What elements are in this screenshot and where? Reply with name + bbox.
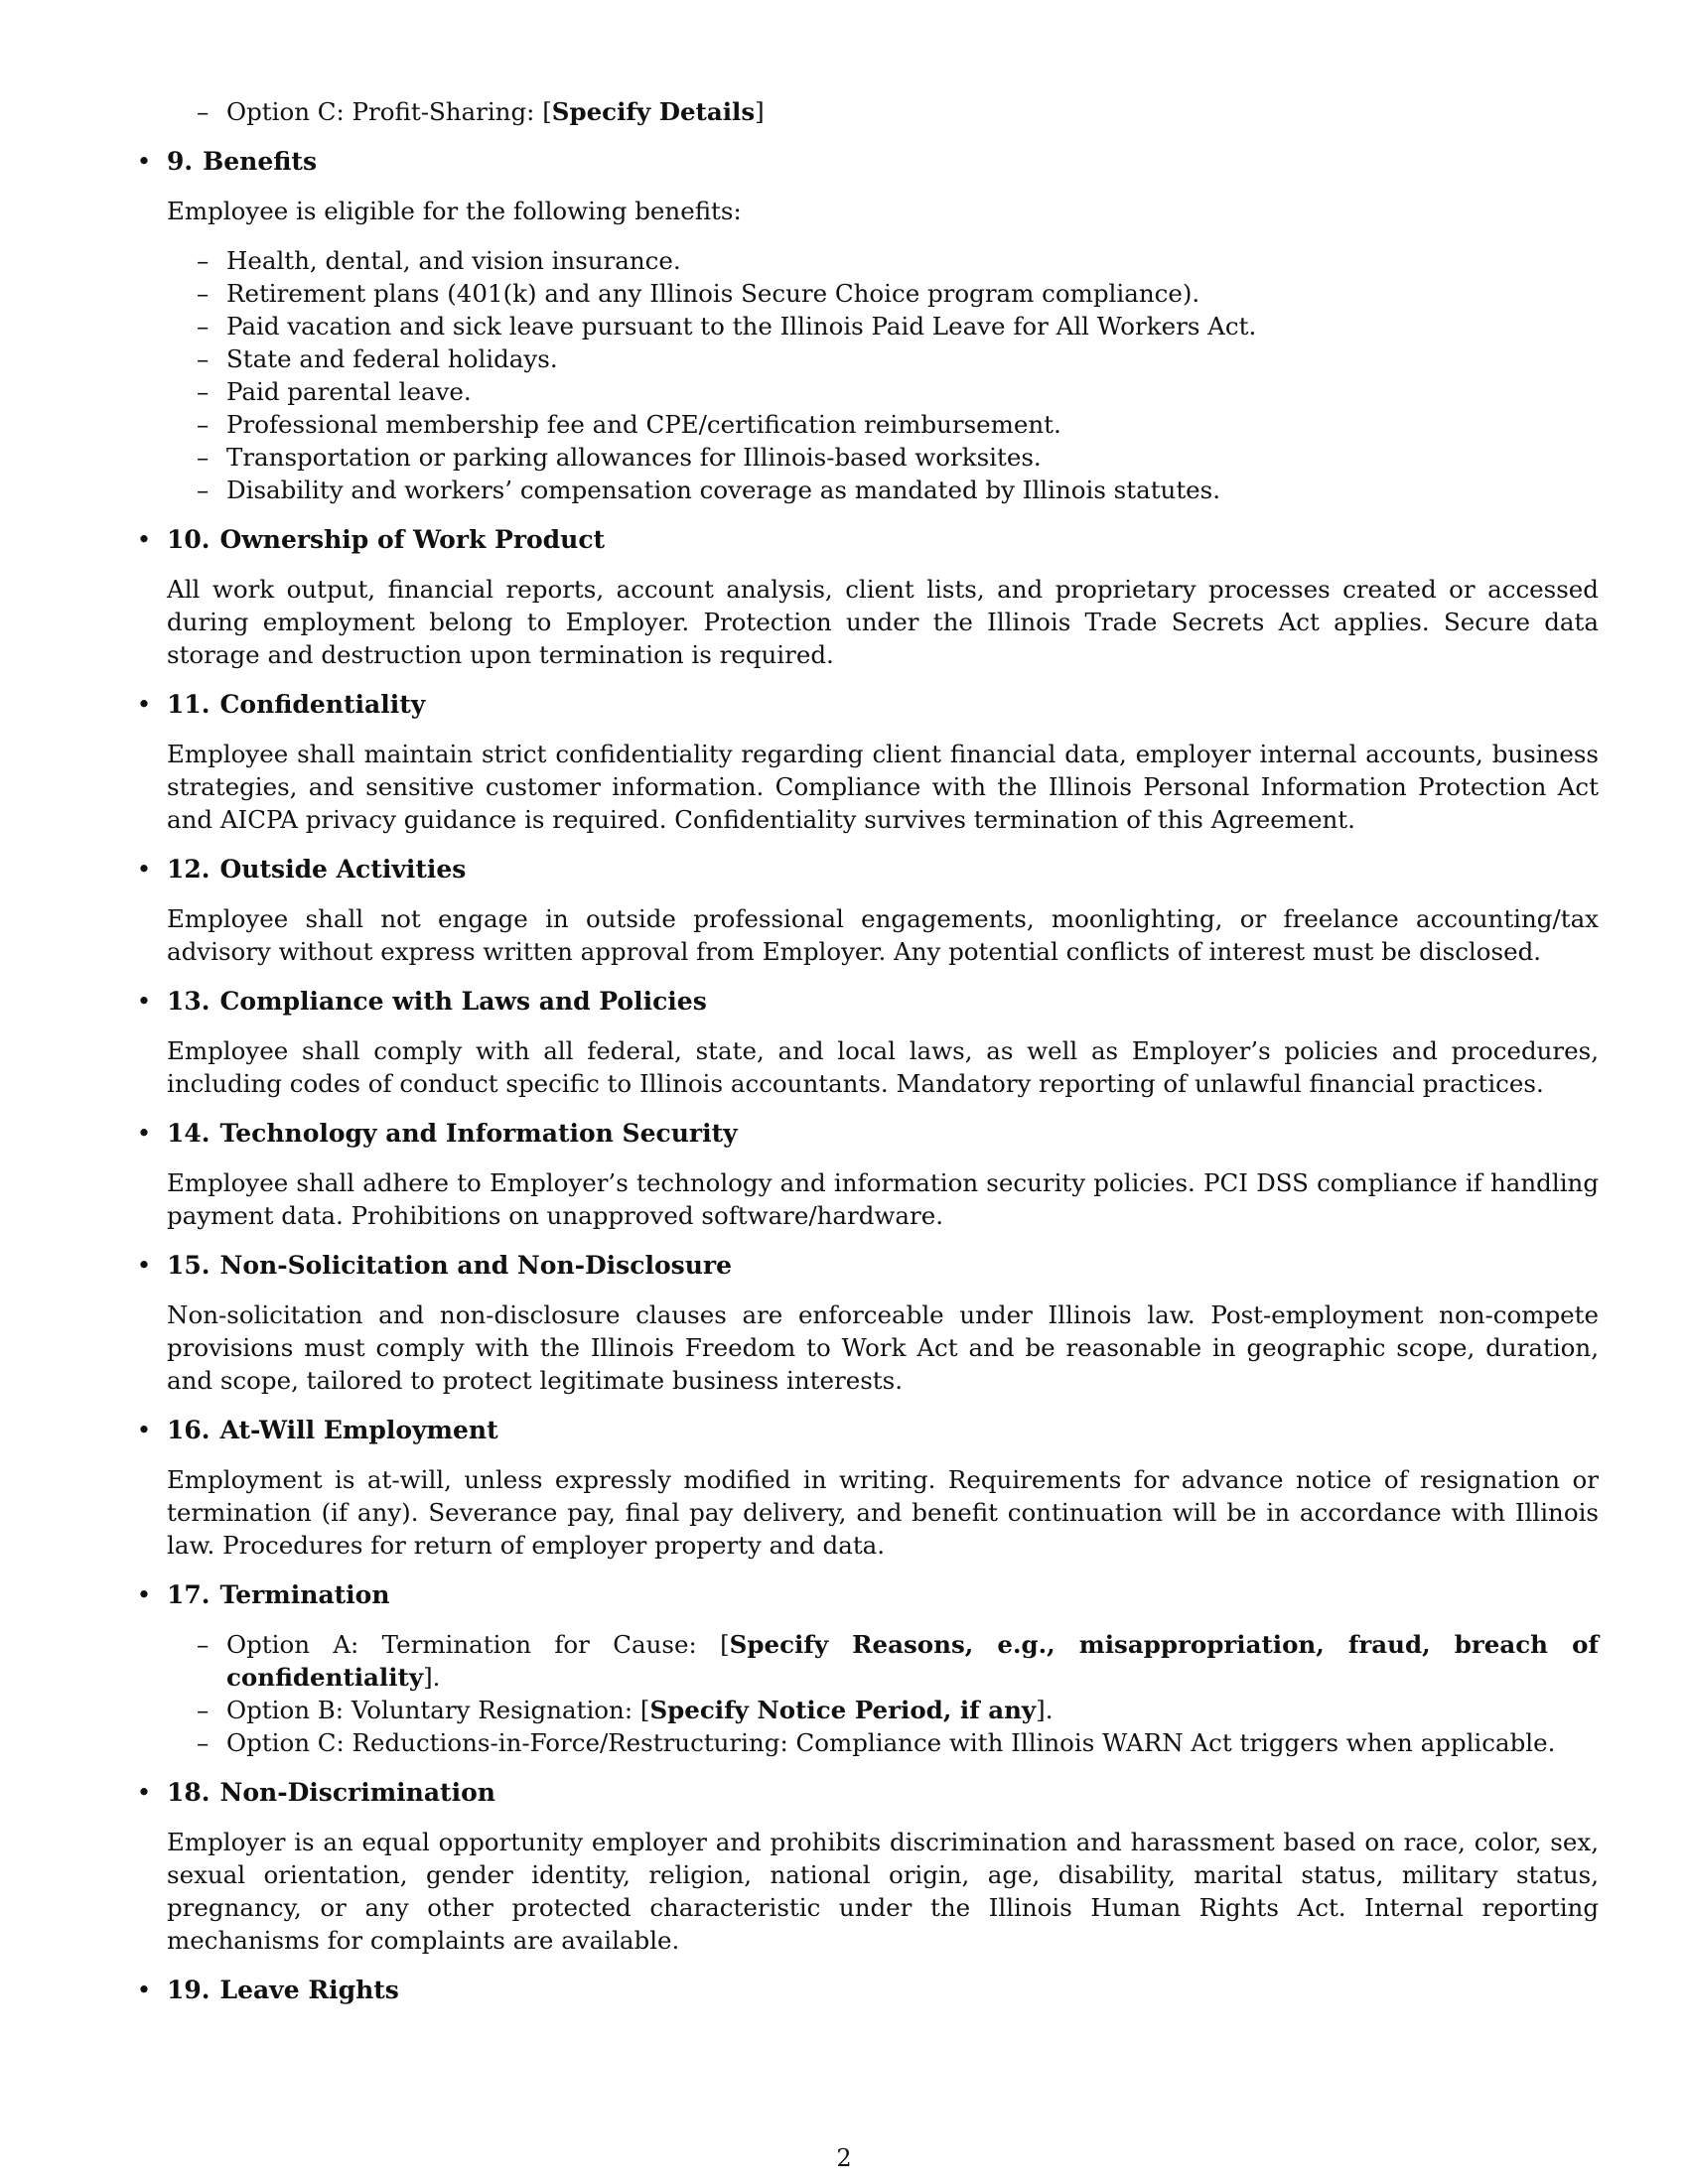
- placeholder-field: Specify Reasons, e.g., misappropriation, fraud, breach of confidentiality: [226, 1630, 1599, 1692]
- section-termination: [134, 1578, 1599, 1759]
- section-heading: • 18. Non-Discrimination: [134, 1776, 1599, 1809]
- section-text: Employee shall comply with all federal, state, and local laws, as well as Employer’s policies and procedures, including codes of conduct specific to Illinois accountants. Mandatory reporting of unlawful financial practices.: [167, 1036, 1599, 1098]
- list-item: – Transportation or parking allowances for Illinois-based worksites.: [197, 443, 1042, 472]
- bullet-marker: •: [136, 1416, 152, 1444]
- dash-marker: –: [197, 312, 210, 341]
- section-text: Non-solicitation and non-disclosure clauses are enforceable under Illinois law. Post-employment non-compete provisions must comply with the Illinois Freedom to Work Act and be reasonable in geographic scope, duration, and scope, tailored to protect legitimate business interests.: [167, 1300, 1599, 1395]
- section-intro: Employee is eligible for the following benefits:: [167, 197, 742, 225]
- section-ownership-of-work-product: [134, 523, 1599, 671]
- dash-marker: –: [197, 279, 210, 308]
- list-item: – State and federal holidays.: [197, 344, 558, 373]
- section-text: Employee shall adhere to Employer’s technology and information security policies. PCI DSS compliance if handling payment data. Prohibitions on unapproved software/hardware.: [167, 1168, 1599, 1230]
- section-text: Employer is an equal opportunity employer and prohibits discrimination and harassment based on race, color, sex, sexual orientation, gender identity, religion, national origin, age, disability, marital status, military status, pregnancy, or any other protected characteristic under the Illinois Human Rights Act. Internal reporting mechanisms for complaints are available.: [167, 1828, 1599, 1955]
- placeholder-field: Specify Notice Period, if any: [649, 1696, 1037, 1724]
- list-item: – Retirement plans (401(k) and any Illinois Secure Choice program compliance).: [197, 279, 1200, 308]
- section-at-will-employment: [134, 1414, 1599, 1562]
- termination-options-list: [134, 1628, 1599, 1759]
- dash-marker: –: [197, 1728, 210, 1757]
- section-text: Employment is at-will, unless expressly modified in writing. Requirements for advance notice of resignation or termination (if any). Severance pay, final pay delivery, and benefit continuation will be in accordance with Illinois law. Procedures for return of employer property and data.: [167, 1465, 1599, 1560]
- bullet-marker: •: [136, 1251, 152, 1280]
- section-non-solicitation: [134, 1249, 1599, 1397]
- section-heading: • 19. Leave Rights: [134, 1974, 1599, 2006]
- section-heading: • 11. Confidentiality: [134, 688, 1599, 721]
- dash-marker: –: [197, 1696, 210, 1724]
- document-body: [134, 95, 1599, 2023]
- section-heading: • 17. Termination: [134, 1578, 1599, 1611]
- section-text: All work output, financial reports, account analysis, client lists, and proprietary processes created or accessed during employment belong to Employer. Protection under the Illinois Trade Secrets Act applies. Secure data storage and destruction upon termination is required.: [167, 575, 1599, 669]
- dash-marker: –: [197, 1630, 210, 1659]
- section-heading: • 13. Compliance with Laws and Policies: [134, 985, 1599, 1018]
- bullet-marker: •: [136, 147, 152, 176]
- bullet-marker: •: [136, 1119, 152, 1148]
- list-item: – Disability and workers’ compensation coverage as mandated by Illinois statutes.: [197, 476, 1221, 504]
- list-item: – Professional membership fee and CPE/certification reimbursement.: [197, 410, 1061, 439]
- section-heading: • 10. Ownership of Work Product: [134, 523, 1599, 556]
- section-heading: • 16. At-Will Employment: [134, 1414, 1599, 1446]
- bullet-marker: •: [136, 855, 152, 884]
- list-item: – Paid parental leave.: [197, 377, 472, 406]
- section-heading: • 15. Non-Solicitation and Non-Disclosure: [134, 1249, 1599, 1282]
- profit-sharing-list: [134, 95, 1599, 128]
- section-leave-rights: [134, 1974, 1599, 2006]
- bullet-marker: •: [136, 1580, 152, 1609]
- list-item: – Health, dental, and vision insurance.: [197, 246, 681, 275]
- section-heading: • 12. Outside Activities: [134, 853, 1599, 886]
- dash-marker: –: [197, 97, 210, 126]
- benefits-list: [134, 244, 1599, 506]
- section-benefits: [134, 145, 1599, 506]
- section-heading: • 14. Technology and Information Security: [134, 1117, 1599, 1150]
- dash-marker: –: [197, 443, 210, 472]
- bullet-marker: •: [136, 1778, 152, 1807]
- section-text: Employee shall maintain strict confidentiality regarding client financial data, employer internal accounts, business strategies, and sensitive customer information. Compliance with the Illinois Personal Information Protection Act and AICPA privacy guidance is required. Confidentiality survives termination of this Agreement.: [167, 740, 1599, 834]
- bullet-marker: •: [136, 690, 152, 719]
- dash-marker: –: [197, 377, 210, 406]
- section-confidentiality: [134, 688, 1599, 836]
- list-item: – Option A: Termination for Cause: [Specify Reasons, e.g., misappropriation, fraud, breach of confidentiality].: [197, 1630, 1599, 1692]
- placeholder-field: Specify Details: [551, 97, 756, 126]
- section-heading: • 9. Benefits: [134, 145, 1599, 178]
- section-compliance: [134, 985, 1599, 1100]
- section-technology-security: [134, 1117, 1599, 1232]
- list-item: – Option B: Voluntary Resignation: [Specify Notice Period, if any].: [197, 1696, 1054, 1724]
- list-item: – Paid vacation and sick leave pursuant to the Illinois Paid Leave for All Workers Act.: [197, 312, 1257, 341]
- dash-marker: –: [197, 344, 210, 373]
- bullet-marker: •: [136, 987, 152, 1016]
- dash-marker: –: [197, 410, 210, 439]
- section-outside-activities: [134, 853, 1599, 968]
- bullet-marker: •: [136, 525, 152, 554]
- section-text: Employee shall not engage in outside professional engagements, moonlighting, or freelance accounting/tax advisory without express written approval from Employer. Any potential conflicts of interest must be disclosed.: [167, 904, 1599, 966]
- page-number: 2: [836, 2144, 852, 2172]
- dash-marker: –: [197, 476, 210, 504]
- bullet-marker: •: [136, 1976, 152, 2004]
- list-item: – Option C: Profit-Sharing: [Specify Details]: [197, 97, 765, 126]
- dash-marker: –: [197, 246, 210, 275]
- section-non-discrimination: [134, 1776, 1599, 1957]
- list-item: – Option C: Reductions-in-Force/Restructuring: Compliance with Illinois WARN Act triggers when applicable.: [197, 1728, 1556, 1757]
